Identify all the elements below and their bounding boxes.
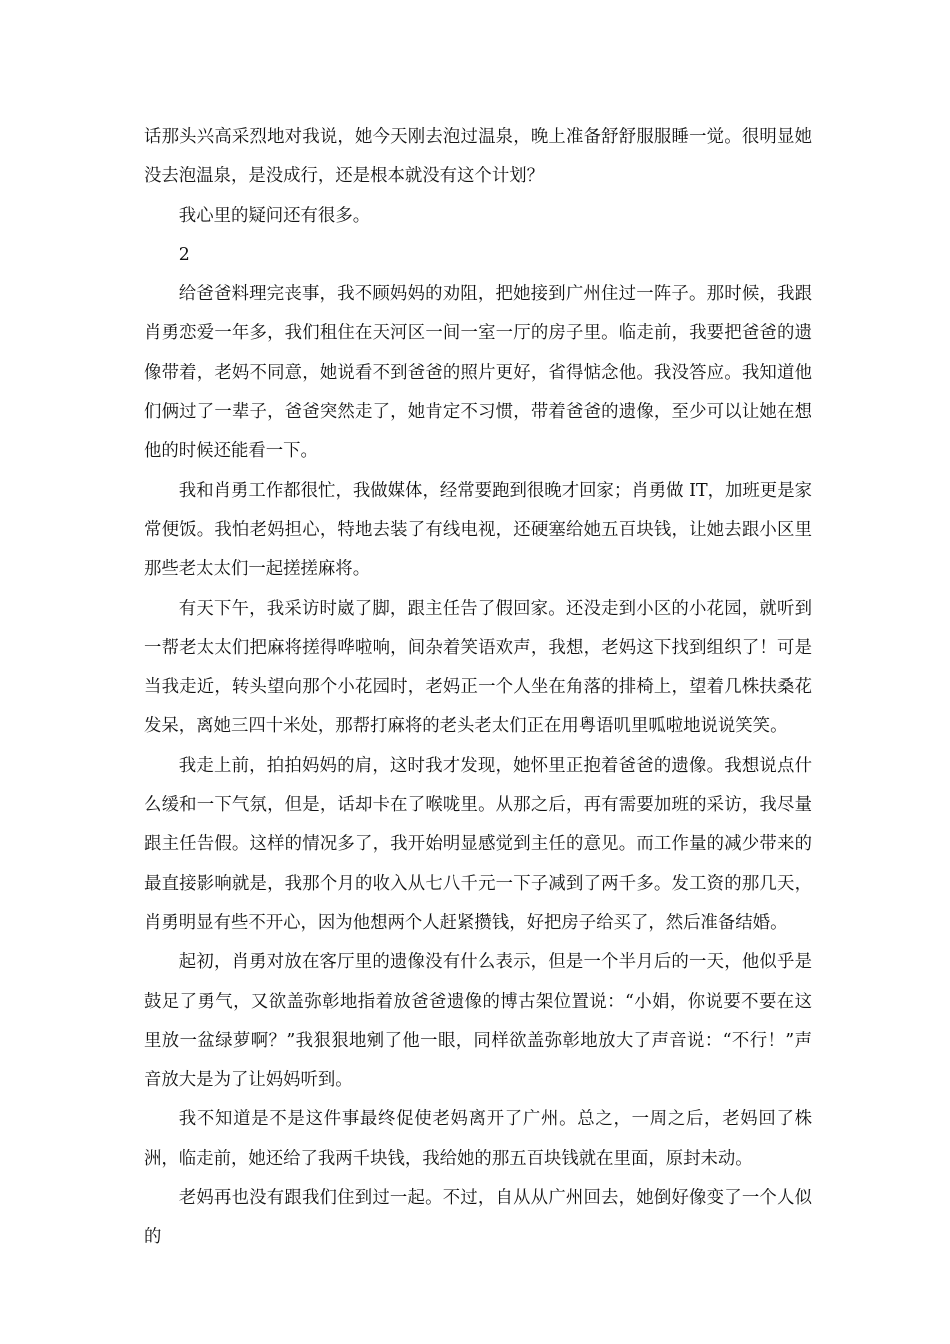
paragraph-1: 话那头兴高采烈地对我说，她今天刚去泡过温泉，晚上准备舒舒服服睡一觉。很明显她没去泡温泉，是没成行，还是根本就没有这个计划？ bbox=[144, 127, 812, 187]
paragraph-6: 我走上前，拍拍妈妈的肩，这时我才发现，她怀里正抱着爸爸的遗像。我想说点什么缓和一下气氛，但是，话却卡在了喉咙里。从那之后，再有需要加班的采访，我尽量跟主任告假。这样的情况多了，我开始明显感觉到主任的意见。而工作量的减少带来的最直接影响就是，我那个月的收入从七八千元一下子减到了两千多。发工资的那几天，肖勇明显有些不开心，因为他想两个人赶紧攒钱，好把房子给买了，然后准备结婚。 bbox=[144, 755, 812, 933]
paragraph-9: 老妈再也没有跟我们住到过一起。不过，自从从广州回去，她倒好像变了一个人似的 bbox=[144, 1188, 812, 1248]
paragraph-4: 我和肖勇工作都很忙，我做媒体，经常要跑到很晚才回家；肖勇做 IT，加班更是家常便饭。我怕老妈担心，特地去装了有线电视，还硬塞给她五百块钱，让她去跟小区里那些老太太们一起搓搓麻将。 bbox=[144, 480, 812, 580]
section-number: 2 bbox=[178, 244, 190, 265]
paragraph-5: 有天下午，我采访时崴了脚，跟主任告了假回家。还没走到小区的小花园，就听到一帮老太太们把麻将搓得哗啦响，间杂着笑语欢声，我想，老妈这下找到组织了！可是当我走近，转头望向那个小花园时，老妈正一个人坐在角落的排椅上，望着几株扶桑花发呆，离她三四十米处，那帮打麻将的老头老太们正在用粤语叽里呱啦地说说笑笑。 bbox=[144, 598, 812, 737]
paragraph-2: 我心里的疑问还有很多。 bbox=[178, 205, 371, 226]
paragraph-7: 起初，肖勇对放在客厅里的遗像没有什么表示，但是一个半月后的一天，他似乎是鼓足了勇气，又欲盖弥彰地指着放爸爸遗像的博古架位置说：“小娟，你说要不要在这里放一盆绿萝啊？”我狠狠地剜了他一眼，同样欲盖弥彰地放大了声音说：“不行！”声音放大是为了让妈妈听到。 bbox=[144, 952, 812, 1091]
paragraph-3: 给爸爸料理完丧事，我不顾妈妈的劝阻，把她接到广州住过一阵子。那时候，我跟肖勇恋爱一年多，我们租住在天河区一间一室一厅的房子里。临走前，我要把爸爸的遗像带着，老妈不同意，她说看不到爸爸的照片更好，省得惦念他。我没答应。我知道他们俩过了一辈子，爸爸突然走了，她肯定不习惯，带着爸爸的遗像，至少可以让她在想他的时候还能看一下。 bbox=[144, 284, 812, 462]
document-body bbox=[144, 118, 812, 1258]
paragraph-8: 我不知道是不是这件事最终促使老妈离开了广州。总之，一周之后，老妈回了株洲，临走前，她还给了我两千块钱，我给她的那五百块钱就在里面，原封未动。 bbox=[144, 1109, 812, 1169]
